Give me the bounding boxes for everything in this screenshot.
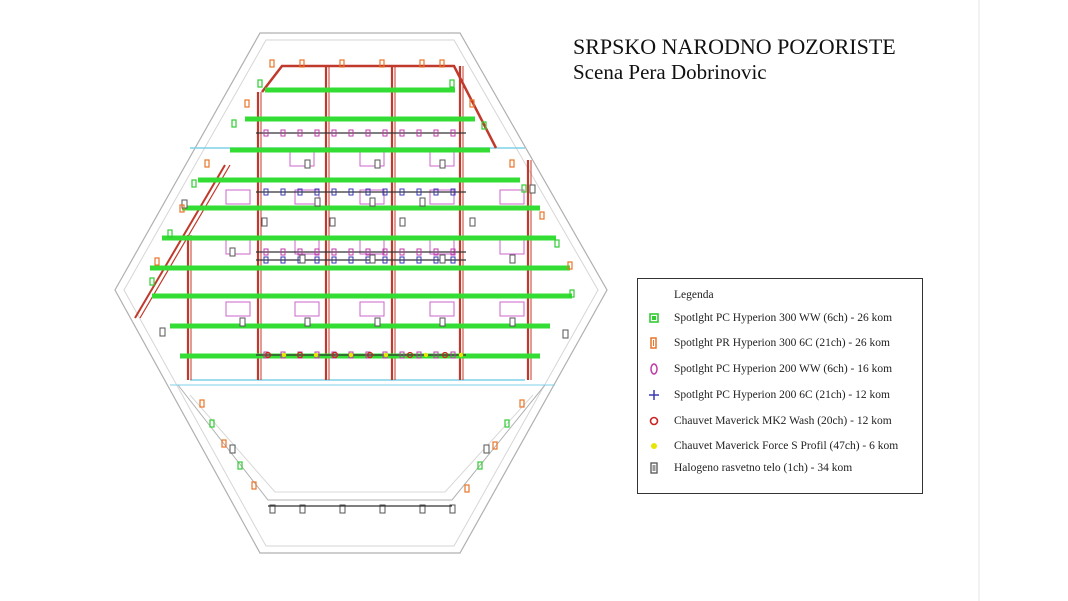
legend-item-label: Spotlght PR Hyperion 300 6C (21ch) - 26 kom xyxy=(674,337,890,349)
lighting-pipe xyxy=(182,206,540,211)
profile-fixture xyxy=(314,353,318,357)
halogen-unit xyxy=(305,318,310,326)
side-fixture xyxy=(192,180,196,187)
side-fixture xyxy=(510,160,514,167)
halogen-unit xyxy=(470,218,475,226)
halogen-unit xyxy=(305,160,310,168)
legend-item xyxy=(646,437,898,455)
halogen-unit xyxy=(315,198,320,206)
legend-item xyxy=(646,334,890,352)
legend-item-label: Spotlght PC Hyperion 200 6C (21ch) - 12 kom xyxy=(674,389,890,401)
halogen-unit xyxy=(440,160,445,168)
lighting-pipe xyxy=(162,236,556,241)
lighting-pipe xyxy=(265,88,455,93)
set-piece-box xyxy=(430,302,454,316)
profile-fixture xyxy=(282,353,286,357)
lighting-pipe xyxy=(198,178,520,183)
halogen-unit xyxy=(530,185,535,193)
side-fixture xyxy=(245,100,249,107)
set-piece-box xyxy=(500,190,524,204)
legend-item-label: Spotlght PC Hyperion 200 WW (6ch) - 16 kom xyxy=(674,363,893,375)
side-fixture xyxy=(465,485,469,492)
halogen-unit xyxy=(510,255,515,263)
legend-item-label: Halogeno rasvetno telo (1ch) - 34 kom xyxy=(674,462,853,474)
lighting-pipe xyxy=(245,117,475,122)
halogen-unit xyxy=(370,255,375,263)
theatre-title: SRPSKO NARODNO POZORISTE xyxy=(573,34,896,59)
halogen-unit xyxy=(240,318,245,326)
lighting-pipe xyxy=(180,354,540,359)
profile-fixture xyxy=(349,353,353,357)
stage-subtitle: Scena Pera Dobrinovic xyxy=(573,60,767,84)
halogen-unit xyxy=(484,445,489,453)
side-fixture xyxy=(150,278,154,285)
lighting-pipe xyxy=(152,294,572,299)
side-fixture xyxy=(200,400,204,407)
lighting-pipe xyxy=(230,148,490,153)
grey-halogen-icon xyxy=(646,462,664,474)
profile-fixture xyxy=(384,353,388,357)
legend-item xyxy=(646,459,852,477)
profile-fixture xyxy=(424,353,428,357)
halogen-unit xyxy=(440,255,445,263)
set-piece-box xyxy=(295,302,319,316)
side-fixture xyxy=(155,258,159,265)
halogen-unit xyxy=(400,218,405,226)
top-fixture xyxy=(270,60,274,67)
legend-item xyxy=(646,412,892,430)
side-fixture xyxy=(555,240,559,247)
legend-item xyxy=(646,386,890,404)
side-fixture xyxy=(258,80,262,87)
side-fixture xyxy=(232,120,236,127)
set-piece-box xyxy=(226,302,250,316)
audience-inner-outline xyxy=(190,395,533,492)
halogen-unit xyxy=(510,318,515,326)
halogen-unit xyxy=(375,318,380,326)
green-spotlight-icon xyxy=(646,312,664,324)
set-piece-box xyxy=(226,190,250,204)
lighting-pipe xyxy=(170,324,550,329)
legend-item xyxy=(646,360,892,378)
red-wash-icon xyxy=(646,415,664,427)
side-fixture xyxy=(450,80,454,87)
side-fixture xyxy=(520,400,524,407)
legend-item-label: Chauvet Maverick MK2 Wash (20ch) - 12 kom xyxy=(674,415,892,427)
halogen-unit xyxy=(330,218,335,226)
legend-item-label: Chauvet Maverick Force S Profil (47ch) - 6 kom xyxy=(674,440,899,452)
legend-box xyxy=(637,278,923,494)
legend-heading: Legenda xyxy=(674,289,714,301)
halogen-unit xyxy=(563,330,568,338)
legend-item-label: Spotlght PC Hyperion 300 WW (6ch) - 26 kom xyxy=(674,312,893,324)
halogen-unit xyxy=(375,160,380,168)
halogen-unit xyxy=(440,318,445,326)
legend-item xyxy=(646,309,892,327)
side-fixture xyxy=(205,160,209,167)
yellow-profile-icon xyxy=(646,440,664,452)
halogen-unit xyxy=(230,248,235,256)
magenta-spotlight-icon xyxy=(646,363,664,375)
side-fixture xyxy=(252,482,256,489)
set-piece-box xyxy=(500,240,524,254)
halogen-unit xyxy=(420,198,425,206)
set-piece-box xyxy=(360,302,384,316)
halogen-unit xyxy=(230,445,235,453)
halogen-unit xyxy=(300,255,305,263)
profile-fixture xyxy=(459,353,463,357)
set-piece-box xyxy=(500,302,524,316)
lighting-pipe xyxy=(150,266,570,271)
blue-spotlight-icon xyxy=(646,389,664,401)
page-edge-divider xyxy=(978,0,980,601)
halogen-unit xyxy=(262,218,267,226)
halogen-unit xyxy=(160,328,165,336)
halogen-unit xyxy=(370,198,375,206)
side-fixture xyxy=(540,212,544,219)
orange-spotlight-icon xyxy=(646,337,664,349)
